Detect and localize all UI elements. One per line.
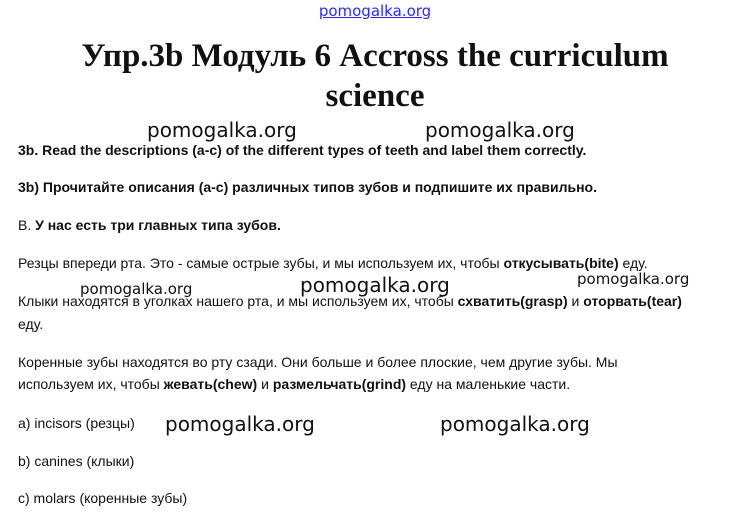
- para3-end: еду на маленькие части.: [406, 376, 571, 392]
- para2-mid: и: [567, 293, 584, 309]
- watermark: pomogalka.org: [577, 270, 690, 288]
- watermark: pomogalka.org: [80, 280, 193, 298]
- para3-line1: Коренные зубы находятся во рту сзади. Они больше и более плоские, чем другие зубы. Мы: [18, 354, 618, 370]
- para2-bold2: оторвать(tear): [583, 293, 682, 309]
- para1-end: еду.: [618, 255, 648, 271]
- para3-bold1: жевать(chew): [163, 376, 258, 392]
- intro-bold: У нас есть три главных типа зубов.: [35, 217, 281, 233]
- task-russian: 3b) Прочитайте описания (a-c) различных типов зубов и подпишите их правильно.: [18, 179, 597, 195]
- answer-c: c) molars (коренные зубы): [18, 490, 188, 506]
- watermark: pomogalka.org: [440, 412, 590, 436]
- para3-mid: и: [257, 376, 273, 392]
- title-line-2: science: [325, 78, 425, 114]
- paragraph-canines: [18, 291, 682, 311]
- task-english: 3b. Read the descriptions (a-c) of the different types of teeth and label them correctly.: [18, 142, 587, 158]
- paragraph-incisors: [18, 253, 648, 273]
- para3-text: используем их, чтобы: [18, 376, 164, 392]
- page-title: [0, 36, 750, 116]
- para2-bold1: схватить(grasp): [457, 293, 568, 309]
- paragraph-molars: [18, 374, 570, 394]
- para2-line2: еду.: [18, 316, 44, 332]
- para1-bold: откусывать(bite): [503, 255, 619, 271]
- intro-prefix: В.: [18, 217, 36, 233]
- watermark: pomogalka.org: [147, 118, 297, 142]
- para1-text: Резцы впереди рта. Это - самые острые зубы, и мы используем их, чтобы: [18, 255, 504, 271]
- title-line-1: Упр.3b Модуль 6 Accross the curriculum: [81, 38, 669, 74]
- intro-line: [18, 215, 281, 235]
- para3-bold2: размельчать(grind): [272, 376, 407, 392]
- site-link[interactable]: pomogalka.org: [318, 2, 432, 20]
- answer-a: a) incisors (резцы): [18, 415, 135, 431]
- watermark: pomogalka.org: [165, 412, 315, 436]
- para2-text: Клыки находятся в уголках нашего рта, и мы используем их, чтобы: [18, 293, 458, 309]
- answer-b: b) canines (клыки): [18, 453, 135, 469]
- watermark: pomogalka.org: [300, 273, 450, 297]
- watermark: pomogalka.org: [425, 118, 575, 142]
